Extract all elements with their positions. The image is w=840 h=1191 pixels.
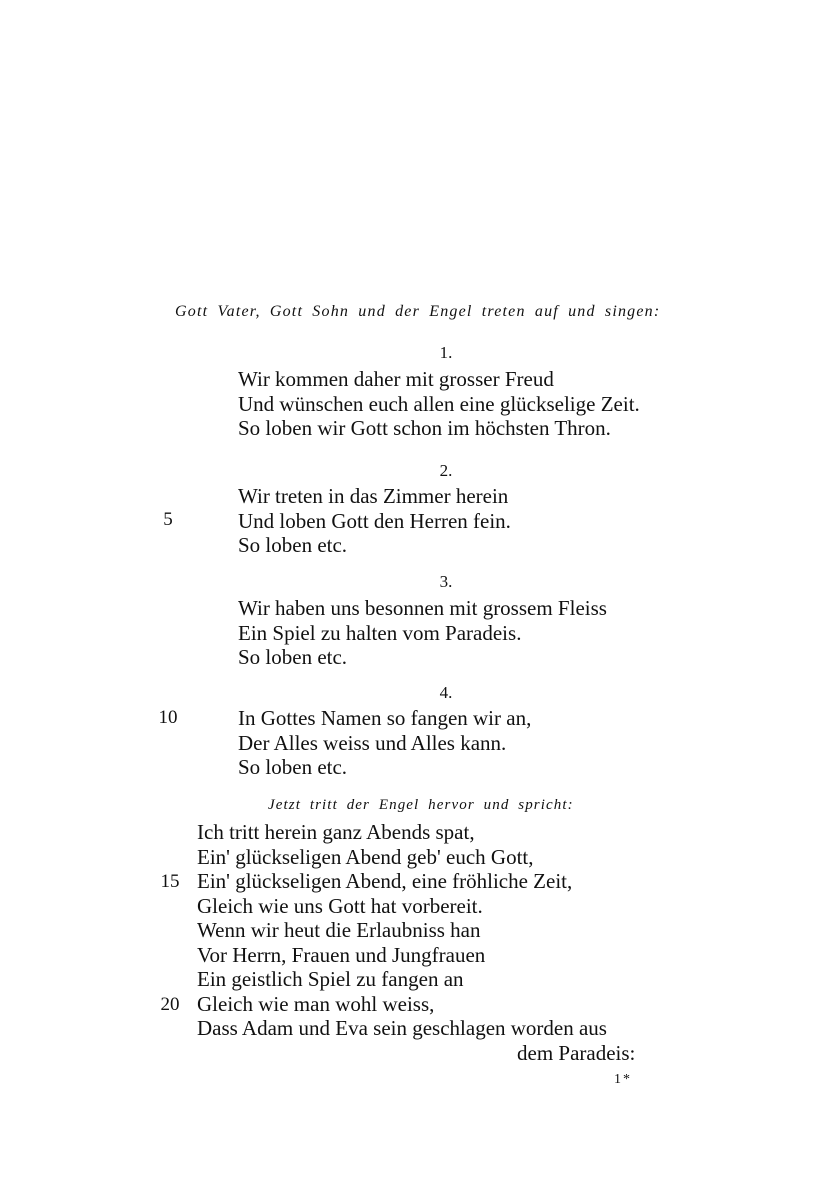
verse-line: So loben wir Gott schon im höchsten Thron. [238, 416, 611, 440]
speech-line: Gleich wie man wohl weiss, [197, 991, 435, 1016]
stage-direction-angel: Jetzt tritt der Engel hervor und spricht: [268, 797, 574, 813]
stanza-2 [238, 484, 511, 558]
stanza-number: 2. [439, 461, 453, 480]
stage-direction-entrance: Gott Vater, Gott Sohn und der Engel treten auf und singen: [175, 303, 661, 320]
line-number: 15 [160, 871, 180, 892]
stanza-4 [238, 706, 531, 780]
line-number: 20 [160, 994, 180, 1015]
stanza-3 [238, 596, 607, 670]
speech-line-continuation: dem Paradeis: [517, 1040, 636, 1065]
speech-line: Dass Adam und Eva sein geschlagen worden aus [197, 1016, 607, 1040]
line-number: 5 [163, 509, 173, 530]
speech-line: Gleich wie uns Gott hat vorbereit. [197, 893, 483, 918]
verse-line: Ein Spiel zu halten vom Paradeis. [238, 620, 522, 645]
verse-line: Wir kommen daher mit grosser Freud [238, 367, 554, 391]
speech-line: Ich tritt herein ganz Abends spat, [197, 820, 475, 844]
verse-line: Der Alles weiss und Alles kann. [238, 730, 507, 755]
stanza-number: 3. [439, 572, 453, 591]
line-number: 10 [158, 707, 178, 728]
verse-line: Wir haben uns besonnen mit grossem Fleiss [238, 596, 607, 620]
verse-line: So loben etc. [238, 645, 348, 669]
speech-line: Ein' glückseligen Abend geb' euch Gott, [197, 844, 534, 869]
verse-line: Wir treten in das Zimmer herein [238, 484, 509, 508]
verse-line: Und wünschen euch allen eine glückselige Zeit. [238, 391, 640, 416]
stanza-number: 1. [439, 343, 453, 362]
signature-mark: 1* [614, 1072, 632, 1087]
angel-speech [197, 820, 635, 1065]
verse-line: So loben etc. [238, 533, 348, 557]
verse-line: In Gottes Namen so fangen wir an, [238, 706, 532, 730]
stanza-1 [238, 367, 640, 441]
speech-line: Ein' glückseligen Abend, eine fröhliche Zeit, [197, 869, 573, 893]
verse-line: Und loben Gott den Herren fein. [238, 508, 511, 533]
speech-line: Wenn wir heut die Erlaubniss han [197, 918, 481, 942]
speech-line: Ein geistlich Spiel zu fangen an [197, 967, 464, 991]
stanza-number: 4. [439, 683, 453, 702]
verse-line: So loben etc. [238, 755, 348, 779]
speech-line: Vor Herrn, Frauen und Jungfrauen [197, 942, 486, 967]
